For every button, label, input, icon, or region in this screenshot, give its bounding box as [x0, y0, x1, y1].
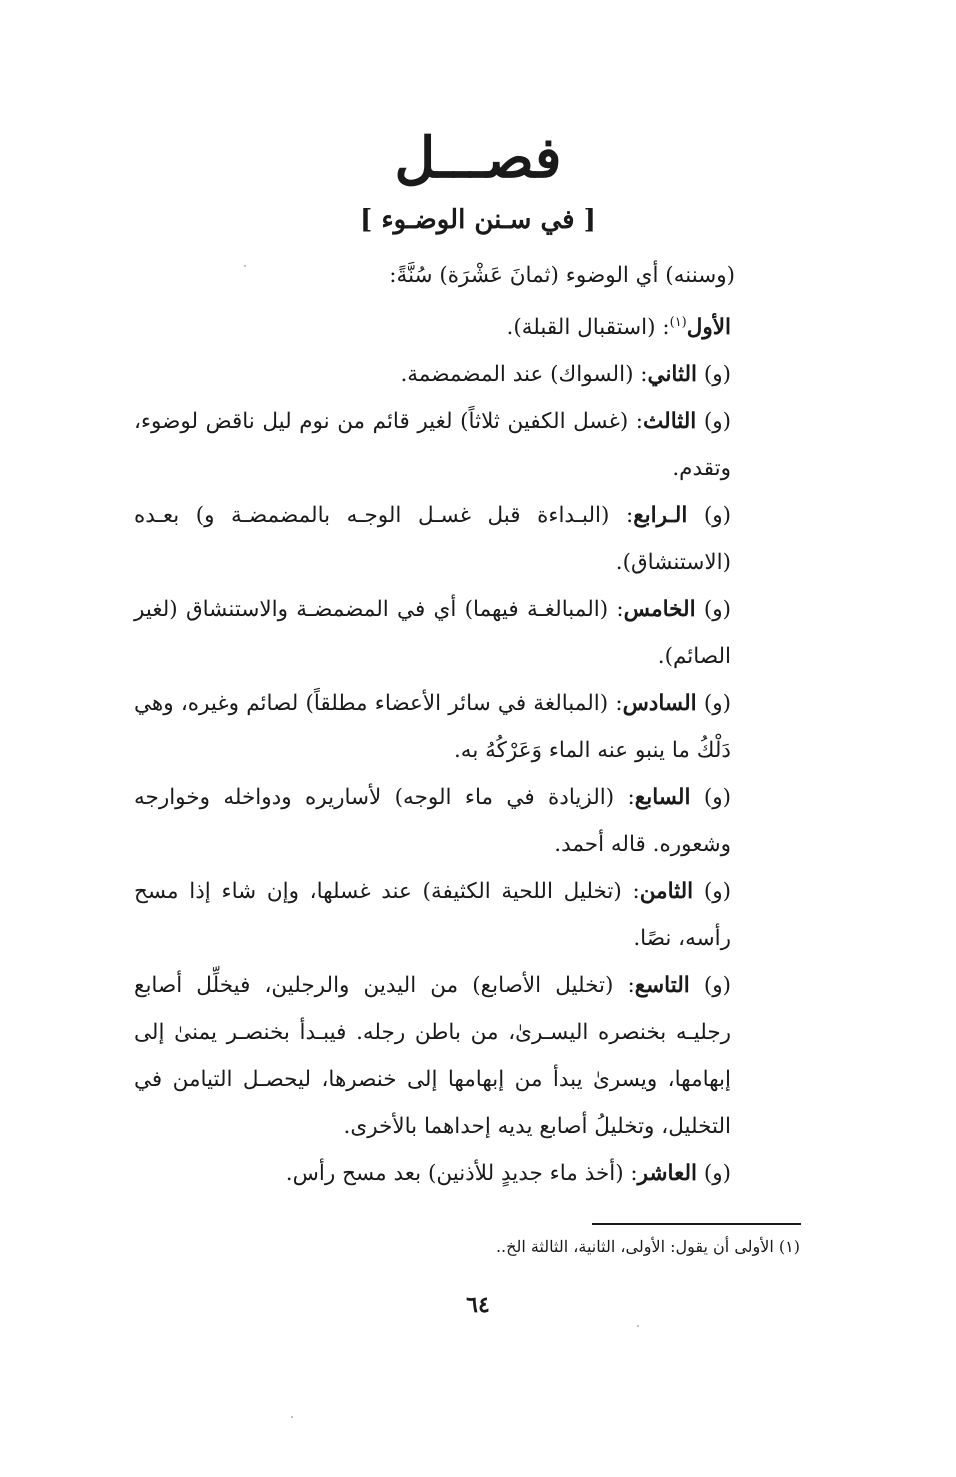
paragraph-second-sunnah [134, 351, 801, 398]
paragraph-prefix: (و) [689, 973, 731, 999]
paragraph-text: : (المبالغـة فيهما) أي في المضمضـة والاستنشاق (لغير الصائم). [134, 597, 731, 670]
paragraph-prefix: (و) [697, 1161, 731, 1187]
body-text [134, 252, 801, 1197]
paragraph-tenth-sunnah [134, 1150, 801, 1197]
paragraph-label: الخامس [623, 597, 696, 623]
paragraph-text: (وسننه) أي الوضوء (ثمانَ عَشْرَة) سُنَّةً: [389, 263, 735, 288]
paragraph-label: الثامن [639, 879, 694, 905]
paragraph-sixth-sunnah [134, 680, 801, 774]
scan-speck [291, 1416, 293, 1418]
paragraph-prefix: (و) [693, 879, 731, 905]
section-subtitle: [ في سـنن الوضـوء ] [360, 205, 596, 235]
paragraph-label: الـرابع [633, 503, 688, 529]
paragraph-text: : (السواك) عند المضمضمة. [400, 362, 648, 388]
scan-speck [244, 265, 246, 267]
paragraph-text: : (المبالغة في سائر الأعضاء مطلقاً) لصائم وغيره، وهي دَلْكُ ما ينبو عنه الماء وَعَرْكُهُ به. [134, 691, 731, 764]
paragraph-label: العاشر [637, 1161, 697, 1187]
paragraph-label: الثالث [643, 409, 697, 435]
paragraph-text: : (الزيادة في ماء الوجه) لأساريره ودواخله وخوارجه وشعوره. قاله أحمد. [134, 785, 731, 858]
paragraph-prefix: (و) [696, 409, 732, 435]
footnote-divider [592, 1223, 801, 1225]
paragraph-label: السادس [622, 691, 697, 717]
paragraph-text: : (غسل الكفين ثلاثاً) لغير قائم من نوم ليل ناقض لوضوء، وتقدم. [134, 409, 731, 482]
scan-speck [637, 1325, 639, 1327]
paragraph-prefix: (و) [697, 362, 731, 388]
paragraph-label: الثاني [647, 362, 697, 388]
paragraph-label: السابع [634, 785, 691, 811]
paragraph-prefix: (و) [690, 785, 731, 811]
paragraph-first-sunnah [134, 299, 801, 351]
paragraph-text: : (تخليل اللحية الكثيفة) عند غسلها، وإن شاء إذا مسح رأسه، نصًا. [134, 879, 731, 952]
paragraph-prefix: (و) [687, 503, 731, 529]
paragraph-intro [134, 252, 801, 299]
paragraph-third-sunnah [134, 398, 801, 492]
section-title: فصـــل [394, 125, 562, 191]
paragraph-text: : (أخذ ماء جديدٍ للأذنين) بعد مسح رأس. [285, 1161, 638, 1187]
paragraph-text: : (البـداءة قبل غسـل الوجـه بالمضمضـة و) بعـده (الاستنشاق). [134, 503, 731, 576]
paragraph-eighth-sunnah [134, 868, 801, 962]
paragraph-prefix: (و) [695, 597, 731, 623]
footnote-ref[interactable]: (١) [669, 315, 687, 330]
footnote: (١) الأولى أن يقول: الأولى، الثانية، الثالثة الخ.. [495, 1237, 800, 1256]
paragraph-text: : (تخليل الأصابع) من اليدين والرجلين، فيخلِّل أصابع رجليـه بخنصره اليسـرىٰ، من باطن رجله. فيبـدأ بخنصـر يمنىٰ إلى إبهامها، ويسرىٰ يبدأ من إبهامها إلى خنصرها، ليحصـل التيامن في التخليل، وتخليلُ أصابع يديه إحداهما بالأخرى. [134, 973, 731, 1140]
paragraph-label: الأول [686, 315, 731, 341]
paragraph-label: التاسع [634, 973, 690, 999]
paragraph-fourth-sunnah [134, 492, 801, 586]
paragraph-prefix: (و) [696, 691, 731, 717]
paragraph-fifth-sunnah [134, 586, 801, 680]
paragraph-text: : (استقبال القبلة). [506, 315, 670, 341]
page-number: ٦٤ [466, 1292, 490, 1318]
paragraph-seventh-sunnah [134, 774, 801, 868]
paragraph-ninth-sunnah [134, 962, 801, 1150]
